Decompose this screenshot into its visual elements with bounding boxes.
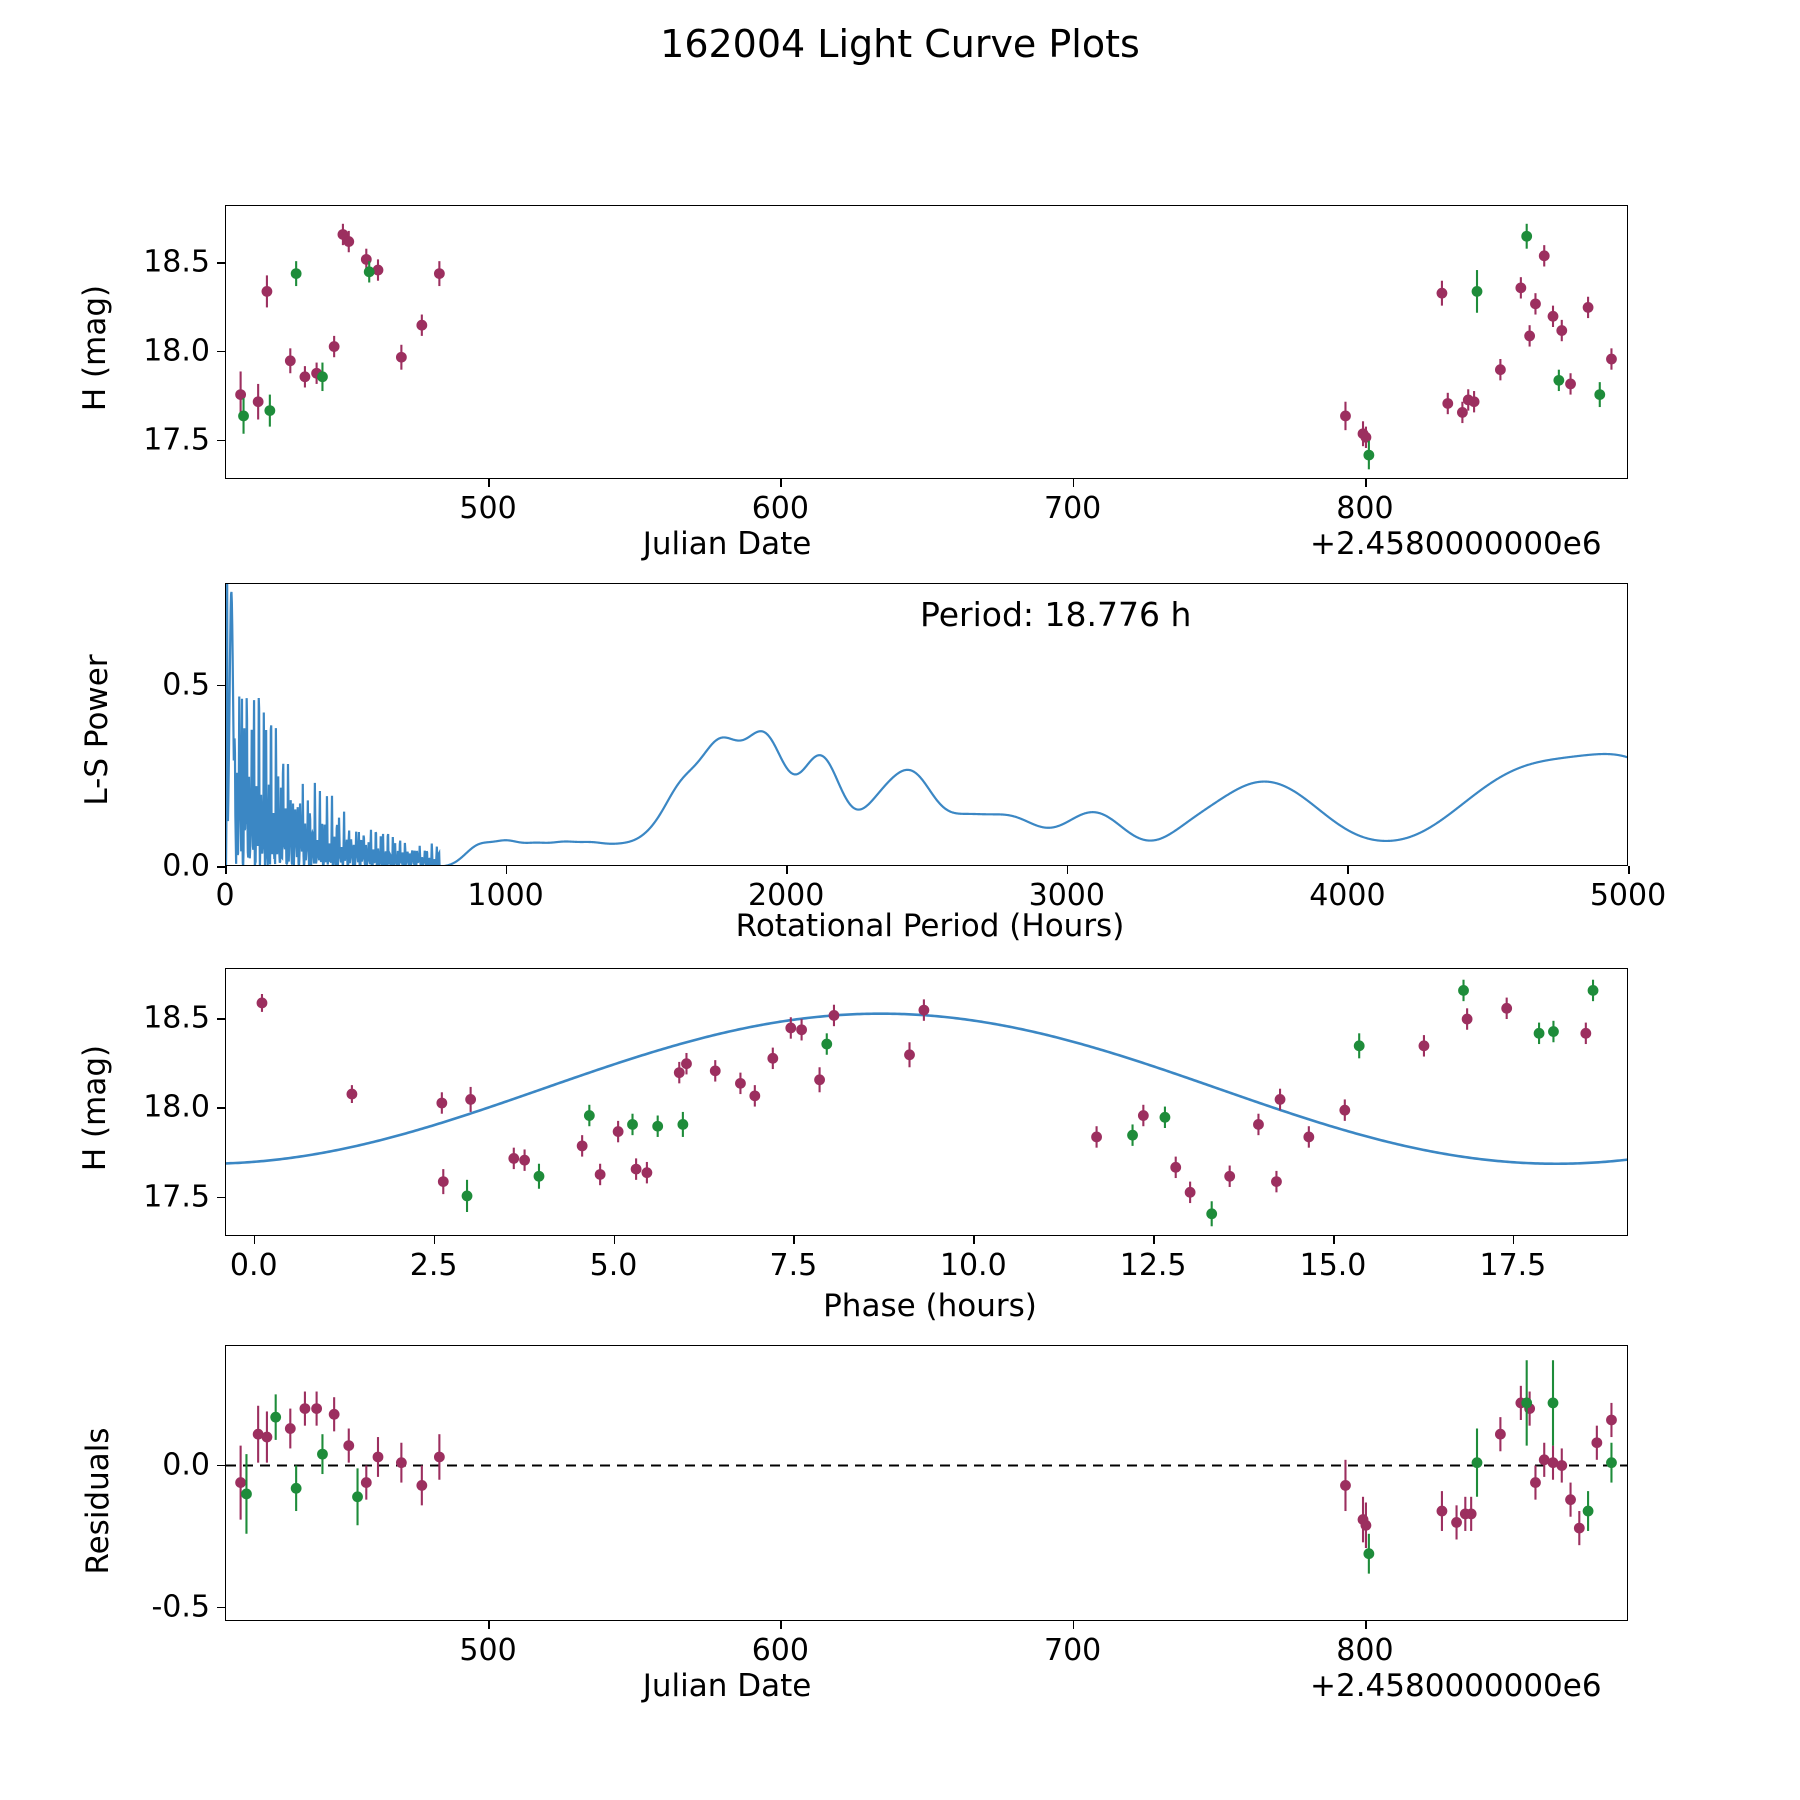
x-tick-label: 12.5 [1119, 1248, 1187, 1283]
x-tick-label: 500 [459, 1633, 517, 1668]
x-tick-mark [786, 866, 788, 874]
phased-xlabel: Phase (hours) [823, 1288, 1037, 1324]
period-annotation: Period: 18.776 h [920, 595, 1192, 634]
y-tick-mark [217, 685, 225, 687]
y-tick-mark [217, 1018, 225, 1020]
x-tick-label: 800 [1336, 491, 1394, 526]
x-tick-label: 1000 [467, 878, 544, 913]
y-tick-mark [217, 440, 225, 442]
y-tick-label: 0.5 [162, 667, 210, 703]
x-tick-label: 700 [1044, 491, 1102, 526]
lightcurve-point-series_a [235, 224, 1617, 448]
x-tick-mark [1333, 1236, 1335, 1244]
phased-plot-area [226, 969, 1628, 1236]
x-tick-mark [973, 1236, 975, 1244]
y-tick-label: -0.5 [151, 1589, 210, 1625]
x-tick-mark [1365, 479, 1367, 487]
x-tick-label: 2.5 [409, 1248, 458, 1283]
x-tick-label: 600 [751, 491, 809, 526]
x-tick-mark [225, 866, 227, 874]
residuals-xlabel: Julian Date [642, 1668, 812, 1704]
periodogram-ylabel: L-S Power [79, 654, 115, 806]
x-tick-mark [1347, 866, 1349, 874]
residuals-ylabel: Residuals [80, 1427, 116, 1575]
lightcurve-x-offset-label: +2.4580000000e6 [1310, 526, 1602, 562]
x-tick-mark [1628, 866, 1630, 874]
y-tick-mark [217, 866, 225, 868]
x-tick-label: 0.0 [229, 1248, 278, 1283]
y-tick-mark [217, 351, 225, 353]
y-tick-mark [217, 1197, 225, 1199]
x-tick-mark [1153, 1236, 1155, 1244]
y-tick-label: 0.0 [162, 1447, 210, 1482]
x-tick-label: 500 [459, 491, 517, 526]
x-tick-mark [506, 866, 508, 874]
residuals-plot-area [226, 1346, 1628, 1621]
x-tick-label: 800 [1336, 1633, 1394, 1668]
x-tick-label: 0 [215, 878, 235, 913]
residuals-x-offset-label: +2.4580000000e6 [1310, 1668, 1602, 1704]
y-tick-label: 18.5 [143, 244, 210, 280]
x-tick-mark [488, 479, 490, 487]
x-tick-label: 7.5 [769, 1248, 818, 1283]
x-tick-label: 5000 [1589, 878, 1667, 913]
phased-model-curve [226, 1014, 1628, 1164]
y-tick-label: 17.5 [143, 422, 210, 458]
x-tick-label: 5.0 [589, 1248, 638, 1283]
x-tick-label: 700 [1044, 1633, 1102, 1668]
x-tick-label: 17.5 [1479, 1248, 1547, 1283]
phased-point-series_b [462, 980, 1599, 1227]
x-tick-mark [1365, 1621, 1367, 1629]
figure-title: 162004 Light Curve Plots [660, 22, 1140, 66]
y-tick-mark [217, 1607, 225, 1609]
phased-axes [225, 968, 1628, 1236]
residuals-axes [225, 1345, 1628, 1621]
x-tick-mark [1513, 1236, 1515, 1244]
lightcurve-xlabel: Julian Date [642, 526, 812, 562]
phased-ylabel: H (mag) [77, 1044, 113, 1172]
x-tick-mark [434, 1236, 436, 1244]
x-tick-label: 15.0 [1299, 1248, 1367, 1283]
y-tick-label: 18.0 [143, 1089, 210, 1125]
x-tick-mark [614, 1236, 616, 1244]
x-tick-mark [1067, 866, 1069, 874]
y-tick-label: 0.0 [162, 848, 210, 884]
y-tick-mark [217, 1107, 225, 1109]
x-tick-label: 600 [751, 1633, 809, 1668]
lightcurve-point-series_b [238, 224, 1605, 470]
y-tick-label: 18.0 [143, 333, 210, 369]
residual-point-series_a [235, 1386, 1617, 1548]
x-tick-mark [780, 1621, 782, 1629]
x-tick-label: 4000 [1309, 878, 1386, 913]
x-tick-mark [780, 479, 782, 487]
lightcurve-plot-area [226, 206, 1628, 479]
y-tick-label: 17.5 [143, 1179, 210, 1215]
phased-point-series_a [257, 994, 1592, 1203]
x-tick-mark [488, 1621, 490, 1629]
x-tick-mark [1073, 1621, 1075, 1629]
lightcurve-axes [225, 205, 1628, 479]
x-tick-label: 2000 [748, 878, 825, 913]
lightcurve-ylabel: H (mag) [77, 284, 113, 412]
residual-point-series_b [241, 1360, 1617, 1573]
x-tick-mark [254, 1236, 256, 1244]
y-tick-label: 18.5 [143, 1000, 210, 1036]
x-tick-label: 10.0 [939, 1248, 1007, 1283]
periodogram-xlabel: Rotational Period (Hours) [735, 908, 1125, 944]
x-tick-label: 3000 [1028, 878, 1105, 913]
x-tick-mark [1073, 479, 1075, 487]
y-tick-mark [217, 262, 225, 264]
y-tick-mark [217, 1465, 225, 1467]
x-tick-mark [793, 1236, 795, 1244]
